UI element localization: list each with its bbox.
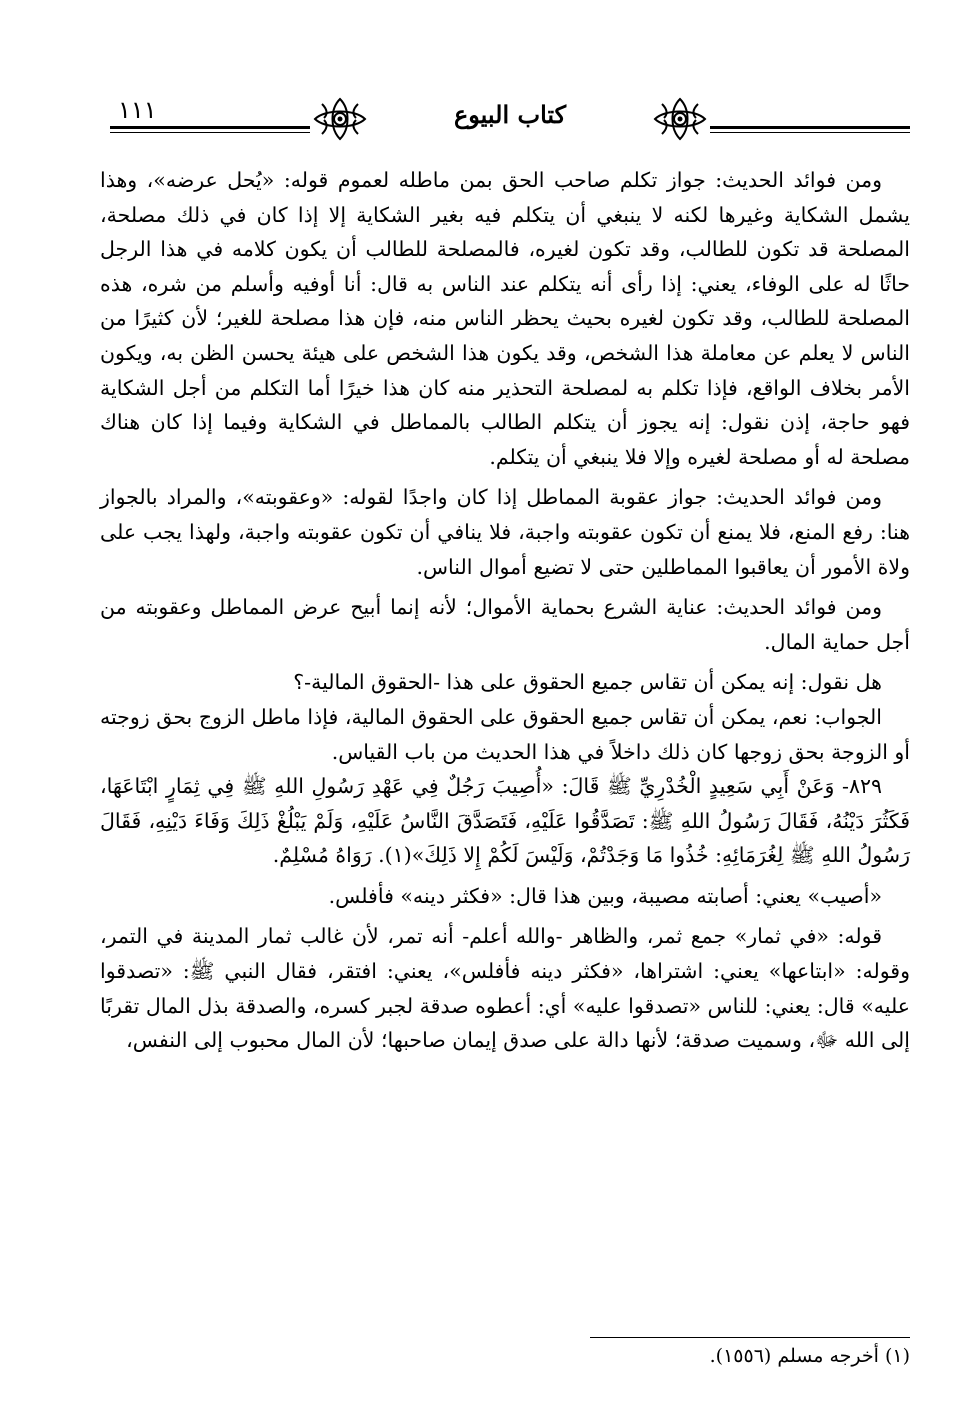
- footnote: (١) أخرجه مسلم (١٥٥٦).: [709, 1345, 910, 1367]
- main-text: [100, 163, 910, 1058]
- paragraph: ومن فوائد الحديث: جواز تكلم صاحب الحق بمن ماطله لعموم قوله: «يُحل عرضه»، وهذا يشمل الشكاية وغيرها لكنه لا ينبغي أن يتكلم فيه بغير الشكاية إلا إذا كان في ذلك مصلحة، المصلحة قد تكون للطالب، وقد تكون لغيره، فالمصلحة للطالب أن يكون كلامه في هذا الرجل حاثًا له على الوفاء، يعني: إذا رأى أنه يتكلم عند الناس به قال: أنا أوفيه وأسلم من شره، هذه المصلحة للطالب، وقد تكون لغيره بحيث يحظر الناس منه، فإن هذا مصلحة للغير؛ لأن كثيرًا من الناس لا يعلم عن معاملة هذا الشخص، وقد يكون هذا الشخص على هيئة يحسن الظن به، ويكون الأمر بخلاف الواقع، فإذا تكلم به لمصلحة التحذير منه كان هذا خيرًا أما التكلم من أجل الشكاية فهو حاجة، إذن نقول: إنه يجوز أن يتكلم الطالب بالمماطل في الشكاية وفيما إذا كان هناك مصلحة له أو مصلحة لغيره وإلا فلا ينبغي أن يتكلم.: [100, 168, 910, 469]
- header-rule-left-thin: [110, 132, 310, 133]
- chapter-title: كتاب البيوع: [453, 100, 567, 129]
- page-number: ١١١: [118, 96, 157, 124]
- ornament-left-icon: [310, 94, 370, 144]
- paragraph: ومن فوائد الحديث: جواز عقوبة المماطل إذا كان واجدًا لقوله: «وعقوبته»، والمراد بالجواز هنا: رفع المنع، فلا يمنع أن تكون عقوبته واجبة، فلا ينافي أن تكون عقوبته واجبة، ولهذا يجب على ولاة الأمور أن يعاقبوا المماطلين حتى لا تضيع أموال الناس.: [100, 485, 910, 579]
- footnote-divider: [590, 1337, 910, 1338]
- answer-paragraph: الجواب: نعم، يمكن أن تقاس جميع الحقوق على الحقوق المالية، فإذا ماطل الزوج بحق زوجته أو الزوجة بحق زوجها كان ذلك داخلاً في هذا الحديث من باب القياس.: [100, 704, 910, 764]
- header-rule-left: [110, 126, 310, 129]
- header-rule-right-thin: [710, 132, 910, 133]
- paragraph: قوله: «في ثمار» جمع ثمر، والظاهر -والله أعلم- أنه تمر، لأن غالب ثمار المدينة في التمر، وقوله: «ابتاعها» يعني: اشتراها، «فكثر دينه فأفلس»، يعني: افتقر، فقال النبي ﷺ: «تصدقوا عليه» قال: يعني: للناس «تصدقوا عليه» أي: أعطوه صدقة لجبر كسره، والصدقة بذل المال تقربًا إلى الله ﷻ، وسميت صدقة؛ لأنها دالة على صدق إيمان صاحبها؛ لأن المال محبوب إلى النفس،: [100, 924, 910, 1053]
- header-rule-right: [710, 126, 910, 129]
- paragraph: ومن فوائد الحديث: عناية الشرع بحماية الأموال؛ لأنه إنما أبيح عرض المماطل وعقوبته من أجل حماية المال.: [100, 595, 910, 654]
- page-header: [110, 88, 910, 148]
- question-paragraph: هل نقول: إنه يمكن أن تقاس جميع الحقوق على هذا -الحقوق المالية-؟: [293, 670, 882, 695]
- paragraph: «أصيب» يعني: أصابته مصيبة، وبين هذا قال: «فكثر دينه» فأفلس.: [328, 883, 882, 908]
- hadith-paragraph: ٨٢٩- وَعَنْ أَبِي سَعِيدٍ الْخُدْرِيِّ ﷺ قَالَ: «أُصِيبَ رَجُلٌ فِي عَهْدِ رَسُولِ اللهِ ﷺ فِي ثِمَارٍ ابْتَاعَهَا، فَكَثُرَ دَيْنُهُ، فَقَالَ رَسُولُ اللهِ ﷺ: تَصَدَّقُوا عَلَيْهِ، فَتَصَدَّقَ النَّاسُ عَلَيْهِ، وَلَمْ يَبْلُغْ ذَلِكَ وَفَاءَ دَيْنِهِ، فَقَالَ رَسُولُ اللهِ ﷺ لِغُرَمَائِهِ: خُذُوا مَا وَجَدْتُمْ، وَلَيْسَ لَكُمْ إِلا ذَلِكَ»(١). رَوَاهُ مُسْلِمٌ.: [100, 774, 910, 868]
- ornament-right-icon: [650, 94, 710, 144]
